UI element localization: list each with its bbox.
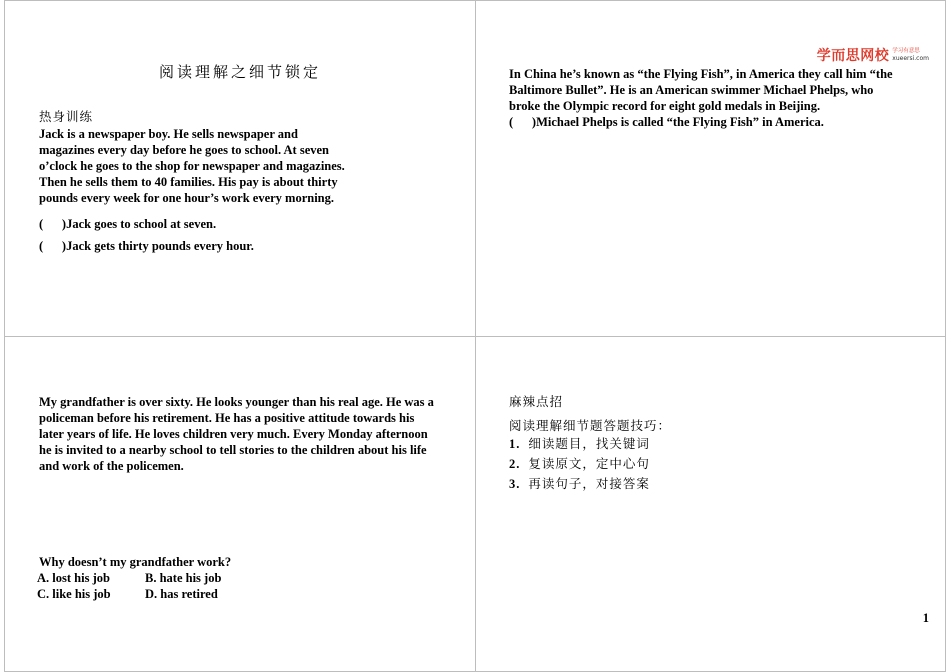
option-c: C. like his job	[37, 587, 111, 601]
grandfather-passage: My grandfather is over sixty. He looks younger than his real age. He was a policeman before his retirement. He has a positive attitude towards his later years of life. He loves children very much. Every Monday afternoon he is invited to a nearby school to tell stories to the children about his life and work of the policemen.	[39, 395, 434, 473]
options-row-2	[37, 586, 221, 602]
tip-item: 1. 细读题目，找关键词	[509, 436, 650, 451]
question-1: ( )Michael Phelps is called “the Flying Fish” in America.	[509, 115, 824, 129]
tips-heading: 麻辣点招	[509, 394, 564, 409]
options-row-1	[37, 570, 221, 586]
warmup-label: 热身训练	[39, 109, 94, 124]
tips-subheading: 阅读理解细节题答题技巧：	[509, 418, 672, 433]
slide-1-panel	[4, 0, 476, 337]
phelps-passage-block	[509, 66, 894, 130]
tip-item: 2. 复读原文，定中心句	[509, 456, 650, 471]
warmup-passage	[39, 126, 349, 254]
tips-list	[509, 434, 650, 494]
question-2: ( )Jack gets thirty pounds every hour.	[39, 239, 254, 253]
option-d: D. has retired	[145, 587, 218, 601]
passage-text: Jack is a newspaper boy. He sells newspaper and magazines every day before he goes to school. At seven o’clock he goes to the shop for newspaper and magazines. Then he sells them to 40 families. His pay is about thirty pounds every week for one hour’s work every morning.	[39, 127, 345, 205]
page-number: 1	[922, 611, 929, 625]
option-a: A. lost his job	[37, 571, 110, 585]
brand-logo	[817, 45, 929, 65]
tip-item: 3. 再读句子，对接答案	[509, 476, 650, 491]
page-title: 阅读理解之细节锁定	[158, 63, 321, 81]
logo-url: xueersi.com	[892, 55, 929, 62]
slide-4-panel	[475, 336, 946, 672]
question: Why doesn’t my grandfather work?	[39, 555, 232, 569]
logo-sub	[892, 48, 929, 62]
answer-options	[37, 570, 221, 602]
slide-3-panel	[4, 336, 476, 672]
option-b: B. hate his job	[145, 571, 222, 585]
logo-tagline: 学习有意思	[892, 48, 920, 54]
logo-text: 学而思网校	[816, 48, 890, 64]
question-1: ( )Jack goes to school at seven.	[39, 217, 217, 231]
passage-text: In China he’s known as “the Flying Fish”, in America they call him “the Baltimore Bullet”. He is an American swimmer Michael Phelps, who broke the Olympic record for eight gold medals in Beijing.	[509, 67, 893, 113]
slide-2-panel	[475, 0, 946, 337]
